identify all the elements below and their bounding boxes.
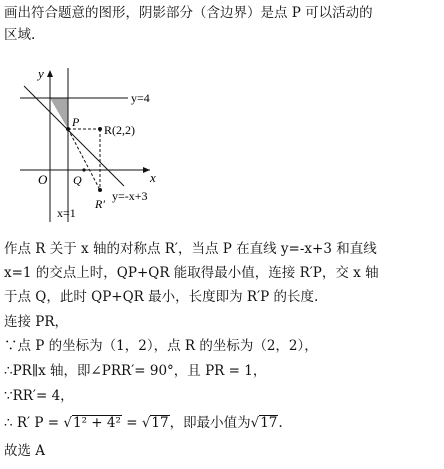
- solution-line-8: [4, 414, 283, 433]
- solution-line-3: 于点 Q，此时 QP+QR 最小，长度即为 R′P 的长度.: [4, 289, 319, 305]
- radicand-3: 17: [260, 415, 278, 431]
- sqrt-sign-1: √: [63, 415, 72, 431]
- sqrt-sign-3: √: [250, 415, 260, 431]
- coordinate-figure: [0, 60, 200, 230]
- solution-l8-eq: =: [121, 415, 142, 431]
- solution-l8-prefix: ∴ R′ P =: [4, 415, 64, 431]
- x-axis-label: x: [150, 170, 156, 185]
- line-label: y=-x+3: [112, 189, 148, 203]
- radicand-1: 1² + 4²: [73, 415, 121, 431]
- shaded-region: [50, 98, 68, 129]
- origin-label: O: [38, 172, 48, 187]
- y-axis-arrow: [47, 70, 53, 77]
- point-Q-label: Q: [73, 173, 82, 187]
- point-Q: [82, 168, 85, 171]
- solution-line-6: ∴PR∥x 轴，即∠PRR′= 90°，且 PR = 1，: [4, 363, 267, 379]
- x1-label: x=1: [57, 206, 76, 220]
- y4-label: y=4: [131, 91, 150, 105]
- solution-l8-end: .: [278, 415, 283, 431]
- x-axis-arrow: [143, 167, 150, 173]
- solution-line-9: 故选 A: [4, 443, 46, 459]
- sqrt-sign-2: √: [141, 415, 151, 431]
- point-R-label: R(2,2): [104, 123, 135, 137]
- solution-line-4: 连接 PR，: [4, 314, 69, 330]
- solution-line-7: ∵RR′= 4，: [4, 388, 74, 404]
- point-P-label: P: [72, 115, 80, 129]
- solution-line-5: ∵点 P 的坐标为（1，2），点 R 的坐标为（2，2），: [4, 338, 318, 354]
- y-axis-label: y: [38, 66, 44, 81]
- point-R: [98, 127, 102, 131]
- problem-line-2: 区域.: [4, 27, 36, 43]
- radicand-2: 17: [151, 415, 169, 431]
- problem-line-1: 画出符合题意的图形，阴影部分（含边界）是点 P 可以活动的: [4, 5, 373, 21]
- point-P: [66, 127, 70, 131]
- point-R-prime: [98, 188, 102, 192]
- solution-l8-mid: ，即最小值为: [169, 415, 251, 431]
- point-R-prime-label: R′: [95, 197, 105, 211]
- solution-line-2: x=1 的交点上时，QP+QR 能取得最小值，连接 R′P，交 x 轴: [4, 265, 379, 281]
- solution-line-1: 作点 R 关于 x 轴的对称点 R′，当点 P 在直线 y=-x+3 和直线: [4, 241, 377, 257]
